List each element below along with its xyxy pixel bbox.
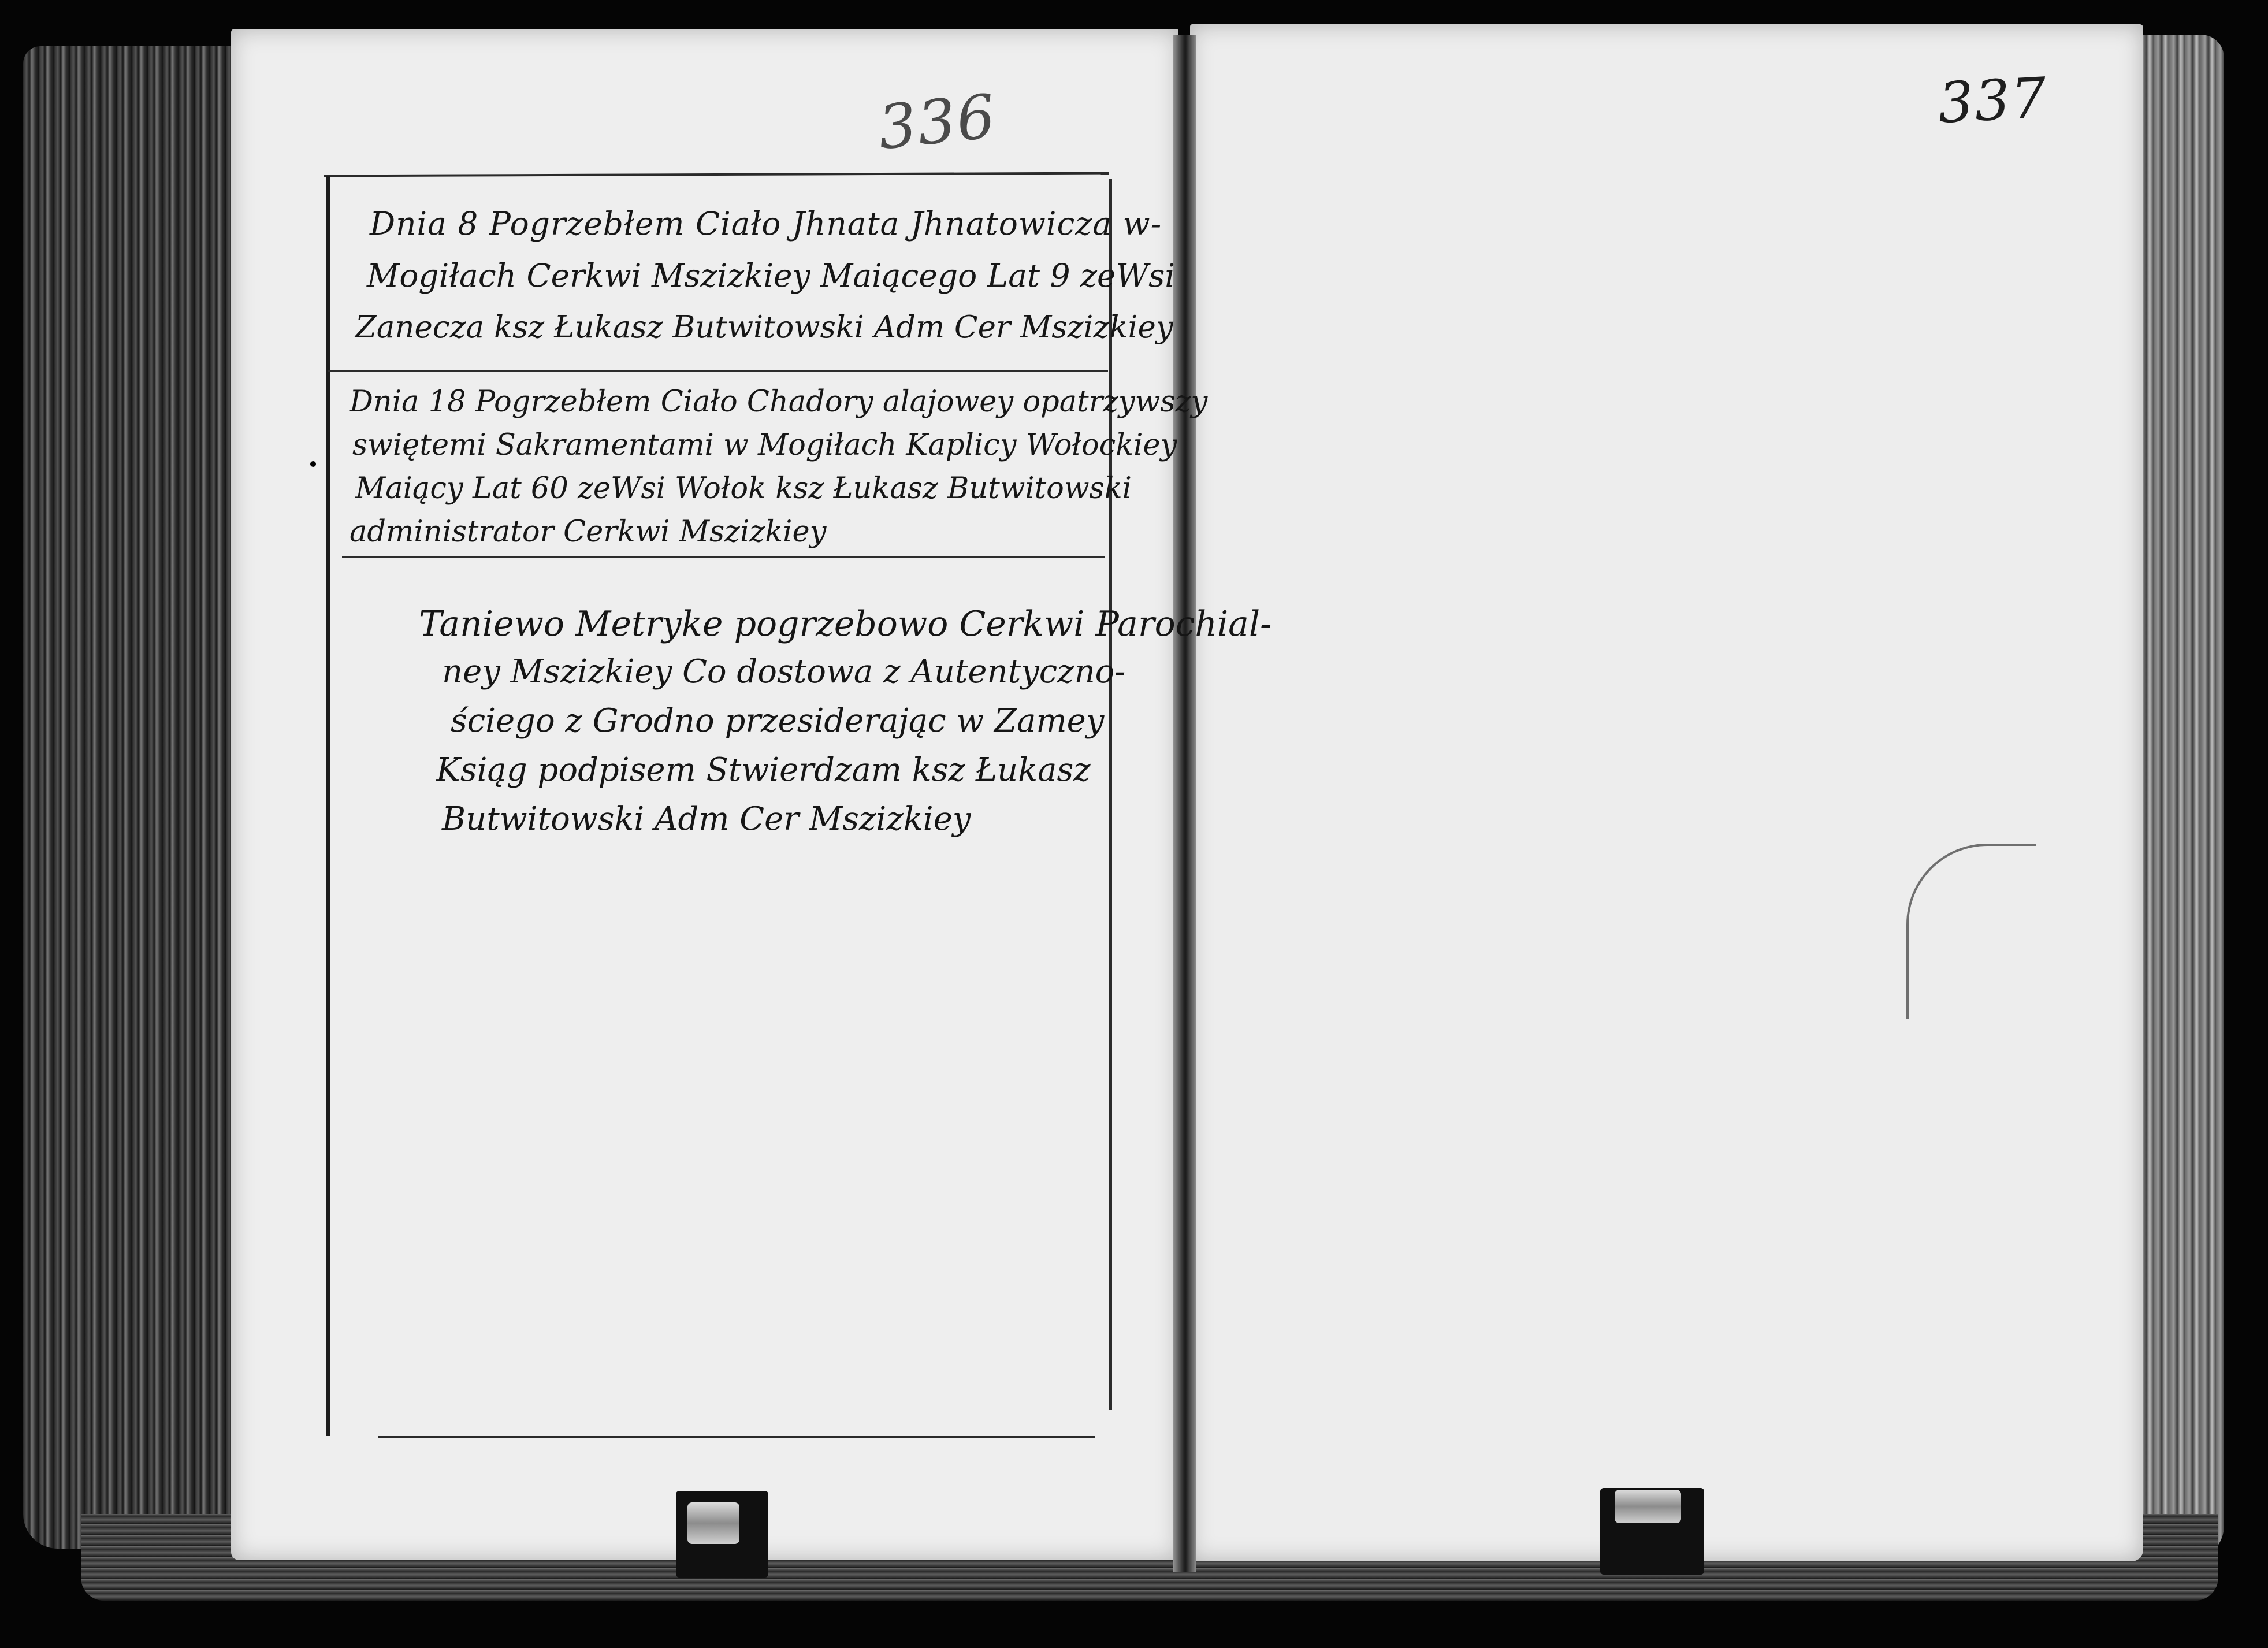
- left-page-edges: [23, 46, 248, 1549]
- burial-entry-1-line: Mogiłach Cerkwi Mszizkiey Maiącego Lat 9 zeWsi: [367, 257, 1175, 294]
- right-page: [1190, 24, 2143, 1561]
- folio-number-right: 337: [1936, 65, 2050, 136]
- entry-separator-rule: [328, 370, 1108, 372]
- clasp-metal-right: [1615, 1490, 1681, 1523]
- certification-line: ney Mszizkiey Co dostowa z Autentyczno-: [442, 653, 1126, 691]
- certification-line: Taniewo Metryke pogrzebowo Cerkwi Parochial-: [419, 604, 1272, 644]
- frame-left-rule: [326, 176, 330, 1436]
- frame-bottom-rule: [378, 1436, 1095, 1438]
- book-gutter: [1173, 35, 1196, 1572]
- certification-line: ściego z Grodno przesiderając w Zamey: [451, 702, 1105, 740]
- clasp-metal-left: [687, 1502, 739, 1544]
- folio-number-left: 336: [875, 80, 1000, 164]
- ink-dot: [310, 461, 316, 467]
- burial-entry-2-line: administrator Cerkwi Mszizkiey: [350, 515, 827, 549]
- certification-line: Butwitowski Adm Cer Mszizkiey: [442, 800, 971, 838]
- burial-entry-2-line: Maiący Lat 60 zeWsi Wołok ksz Łukasz Butwitowski: [355, 472, 1132, 506]
- burial-entry-2-line: Dnia 18 Pogrzebłem Ciało Chadory alajowey opatrzywszy: [350, 385, 1208, 419]
- burial-entry-2-line: swiętemi Sakramentami w Mogiłach Kaplicy Wołockiey: [352, 428, 1177, 462]
- certification-line: Ksiąg podpisem Stwierdzam ksz Łukasz: [436, 751, 1091, 789]
- burial-entry-1-line: Zanecza ksz Łukasz Butwitowski Adm Cer Mszizkiey: [355, 310, 1173, 345]
- frame-right-rule: [1109, 179, 1112, 1410]
- burial-entry-1-line: Dnia 8 Pogrzebłem Ciało Jhnata Jhnatowicza w-: [370, 205, 1162, 242]
- entry-separator-rule: [342, 556, 1105, 558]
